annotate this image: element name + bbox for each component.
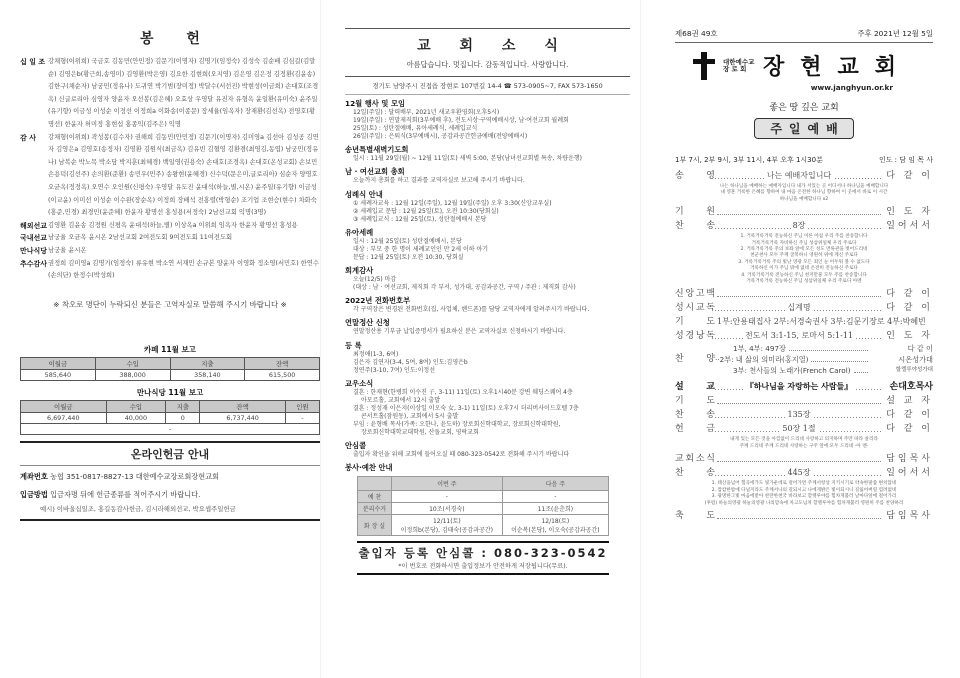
news-line: 12일(주일) : 달력배부, 2021년 새교우환영회(오후5시) (353, 109, 500, 116)
anthem-performer: 시온성가대 (898, 355, 933, 365)
leader-dots (715, 466, 883, 480)
column-header: 이월금 (21, 357, 96, 369)
offering-group-label: 국내선교 (20, 234, 48, 243)
offering-notice: ※ 착오로 명단이 누락되신 분들은 고역자실로 말씀해 주시기 바랍니다 ※ (53, 299, 287, 309)
order-item-name (675, 301, 715, 315)
order-item-char: 찬 (675, 468, 684, 479)
worship-title-badge: 주일예배 (754, 118, 854, 139)
church-website[interactable]: www.janghyun.or.kr (810, 83, 893, 92)
order-item-char: 송 (675, 171, 684, 181)
order-item-name (675, 169, 715, 183)
leader-dots (854, 365, 868, 373)
order-item-name (675, 315, 715, 329)
column-header: 다음 주 (502, 477, 608, 491)
column-header: 잔액 (200, 400, 286, 412)
news-heading: 등 록 (345, 340, 362, 350)
worship-leader: 인도 : 담 임 목 사 (878, 156, 933, 164)
offering-group (20, 56, 320, 132)
offering-group (20, 232, 320, 245)
order-of-worship (675, 169, 933, 523)
order-item-char: 교 (675, 454, 684, 465)
order-item-name (675, 509, 715, 523)
order-item-name (675, 422, 715, 436)
table-cell: 11조(윤춘희) (502, 503, 608, 515)
table-row (21, 369, 320, 380)
news-line: 최정애(1-3, 6여) (353, 350, 399, 358)
church-address: 경기도 남양주시 진접읍 장현로 107번길 14-4 ☎ 573-0905~7, FAX 573-1650 (345, 76, 630, 95)
anthem-row (675, 365, 933, 376)
hymn-lyrics: 1. 거룩거룩거룩 전능하신 주님 이른 아침 우리 주를 찬송합니다 거룩거룩거룩 자비하신 주님 성삼위일체 우리 주로다 2. 거룩거룩거룩 주의 보좌 앞에 모든 성도 면류관을 벗어드리네 천군천사 모두 주께 굴복하니 영원히 위에 계신 주로다 3. 거룩거룩거룩 주의 빛난 영광 모든 죄인 눈 어두워 볼 수 없도다 거룩하신 이가 주님 밖에 없네 온전히 전능하신 주로다 4. 거룩거룩거룩 전능하신 주님 천지만물 모두 주를 찬송합니다 거룩거룩거룩 전능하신 주님 성삼위일체 우리 주로다 아멘 (738, 234, 870, 285)
order-item-char: 경 (685, 331, 695, 342)
column-header: 수입 (106, 400, 166, 412)
offering-panel (20, 28, 320, 521)
denomination: 대한예수교 장 로 회 (723, 57, 755, 73)
news-line: 출입자 확인을 위해 교회에 들어오실 때 080-323-0542로 전화해 주시기 바랍니다 (353, 451, 570, 459)
table-row (358, 515, 609, 536)
table-cell: 12/18(토) 이순복(본당), 이오숙(공감과공간) (502, 515, 608, 536)
order-item-char: 찬 (675, 354, 684, 365)
safe-call-box (357, 541, 609, 575)
offering-group-label: 만나식당 (20, 246, 48, 255)
worship-order-item (675, 287, 933, 301)
order-item-char: 앙 (685, 289, 695, 300)
leader-dots (715, 219, 883, 233)
table-cell: - (392, 491, 503, 503)
leader-dots (717, 287, 881, 297)
order-item-char: 기 (675, 396, 684, 407)
anthem-row (675, 354, 933, 365)
deposit-method (20, 490, 320, 500)
method-value: 입금자명 뒤에 헌금종류를 적어주시기 바랍니다. (50, 489, 201, 499)
leader-dots (715, 315, 928, 329)
order-item-char: 성 (675, 303, 684, 314)
news-line: 19일(주일) : 연말제직회(3부예배 후), 전도시상·구역예배시상, 남·여선교회 월례회 (353, 117, 569, 125)
table-cell: 585,640 (21, 369, 96, 380)
order-item-char: 금 (706, 424, 715, 435)
news-heading: 2022년 전화번호부 (345, 296, 411, 306)
table-footer-cell: - (21, 423, 320, 434)
manna-report-title: 만나식당 11월 보고 (136, 387, 204, 397)
news-heading: 12월 행사 및 모임 (345, 99, 406, 108)
offering-group-names: 남궁율 윤시온 (48, 246, 87, 254)
order-item-detail: 445장 (787, 468, 811, 478)
news-line: 장로회신학대학교대학원, 산돌교회, 영락교회 (361, 429, 479, 437)
church-motto: 좋은 땅 깊은 교회 (769, 103, 839, 113)
order-item-detail: 나는 예배자입니다 (766, 171, 832, 180)
news-line: 연말정산용 기부금 납입증명서가 필요하신 분은 교역자실로 신청하시기 바랍니다. (353, 328, 566, 336)
order-item-leader: 담임목사 (886, 510, 933, 521)
order-item-name (675, 205, 715, 219)
bulletin-date: 주후 2021년 12월 5일 (857, 29, 933, 38)
leader-dots (717, 394, 881, 404)
table-cell: 분리수거 (358, 503, 392, 515)
order-item-leader: 다 같 이 (886, 171, 933, 181)
church-logo (693, 50, 933, 81)
safe-call-number: 출입자 등록 안심콜 : 080-323-0542 (358, 546, 608, 561)
news-line: 26일(주일) : 은퇴식(3부예배시), 공감과공간헌금예배(전양예배시) (353, 133, 528, 141)
offering-group (20, 258, 320, 283)
table-row (358, 503, 609, 515)
order-item-leader: 인 도 자 (886, 207, 933, 218)
offering-group (20, 132, 320, 220)
leader-dots (717, 205, 881, 215)
order-item-leader: 다 같 이 (886, 410, 933, 421)
offering-group-label: 추수감사 (20, 259, 48, 268)
order-item-char: 영 (706, 171, 715, 181)
cross-icon (693, 52, 715, 80)
service-times (675, 155, 933, 165)
news-line: 25일(토) : 성탄절예배, 유아세례식, 세례입교식 (353, 125, 478, 133)
worship-order-item (675, 301, 933, 315)
order-item-leader: 일어서서 (886, 221, 933, 232)
table-row (358, 491, 609, 503)
deposit-example: 예시) 이바울십일조, 홍길동감사헌금, 김시라해외선교, 박요셉주일헌금 (40, 504, 236, 513)
order-item-char: 교 (695, 303, 705, 314)
leader-dots (717, 509, 881, 519)
news-heading: 성례식 안내 (345, 189, 383, 199)
hymn-lyrics: 나는 하나님을 예배하는 예배자입니다 내가 서있는 곳 어디서나 하나님을 예배합니다 내 영혼 거룩한 은혜를 향하여 내 마음 온전한 하나님 향하여 이 곳에서 바로 이 시간 하나님을 예배합니다 x2 (719, 184, 889, 202)
order-item-char: 헌 (675, 424, 684, 435)
order-item-char: 소 (695, 454, 705, 465)
order-item-char: 찬 (675, 221, 684, 232)
news-line: 아모르홀, 교회에서 12시 출발 (361, 396, 441, 404)
safe-call-note: *이 번호로 전화하시면 출입정보가 안전하게 저장됩니다(무료). (398, 563, 568, 571)
leader-dots (715, 301, 883, 315)
order-item-char: 기 (675, 317, 684, 328)
news-line: 오늘까지 총회를 하고 결과를 교역자실로 보고해 주시기 바랍니다. (353, 177, 525, 185)
order-item-detail: 8장 (792, 221, 806, 231)
order-item-detail: 전도서 3:1-15, 로마서 5:1-11 (744, 331, 854, 341)
leader-dots (715, 169, 883, 183)
order-item-name (675, 408, 715, 422)
order-item-name (675, 466, 715, 480)
order-item-char: 시 (685, 303, 695, 314)
table-cell: 10조(서경숙) (392, 503, 503, 515)
news-heading: 유아세례 (345, 227, 374, 237)
order-item-leader: 인 도 자 (886, 331, 933, 342)
news-slogan: 아름답습니다. 멋집니다. 감동적입니다. 사랑합니다. (406, 60, 569, 69)
table-cell: - (285, 412, 319, 423)
order-item-char: 도 (706, 317, 715, 328)
order-item-char: 백 (706, 289, 715, 300)
account-value: 농협 351-0817-8827-13 대한예수교장로회장현교회 (50, 471, 220, 481)
order-item-char: 송 (706, 468, 715, 479)
online-giving-title: 온라인헌금 안내 (20, 443, 320, 466)
order-item-detail: 1부:안용태집사 2부:서경숙권사 3부:김문기장로 4부:박혜빈 (717, 317, 926, 327)
page-fold-1 (320, 0, 321, 678)
order-item-char: 찬 (675, 410, 684, 421)
offering-title: 봉 헌 (140, 31, 214, 47)
leader-dots (715, 408, 883, 422)
offering-group-names: 권정희 김미영a 김명기(임정숙) 류유현 박소연 서재민 손규본 양윤자 이영화 정소영(서민호) 한연수(손의단) 한정수(박성희) (48, 259, 319, 280)
order-item-char: 설 (675, 382, 684, 393)
news-line: 각 구역장은 변경된 전화번호(집, 사업체, 핸드폰)를 담당 교역자에게 알려주시기 바랍니다. (353, 306, 590, 314)
anthem-detail: ··2부: 내 삶의 의미라(홍지열) (715, 355, 809, 365)
table-cell: - (502, 491, 608, 503)
worship-order-item (675, 205, 933, 219)
bulletin-header (675, 28, 933, 43)
order-item-leader: 다 같 이 (886, 289, 933, 300)
order-item-char: 고 (695, 289, 705, 300)
page-fold-2 (640, 0, 641, 678)
account-label: 계좌번호 (20, 471, 48, 481)
hymn-lyrics: 1. 태산을넘어 험곡에가도 빛가운데로 걸어가면 주께서항상 지키시기로 약속한말씀 변치않네 2. 캄캄한밤에 다닐지라도 주께서나의 길되시고 나에게밝은 빛이되시니 길잃어버릴 염려없네 3. 광명한그빛 마음에받아 찬란한천국 바라보고 할렐루야를 힘차게불러 날마다앞에 걸어가리 (후렴) 하늘의영광 하늘의영광 나의맘속에 차고도넘쳐 할렐루야를 힘차게불러 영원히 주를 찬양하리 (704, 481, 904, 506)
order-item-char: 도 (706, 396, 715, 407)
order-item-detail: 십계명 (787, 303, 811, 313)
service-table (357, 476, 609, 536)
offering-group (20, 220, 320, 233)
news-line: 부임 : 윤형배 목사(가족: 오한나, 윤도하) 장로회신학대학교, 장로회신학대학원, (353, 421, 561, 429)
order-item-char: 원 (706, 207, 715, 218)
table-cell: 화 장 실 (358, 515, 392, 536)
order-item-name (675, 452, 715, 466)
anthem-row (675, 343, 933, 354)
order-item-char: 독 (706, 331, 715, 342)
order-item-char: 도 (706, 510, 715, 521)
column-header: 인원 (285, 400, 319, 412)
table-cell: 6,737,440 (200, 412, 286, 423)
news-heading: 연말정산 신청 (345, 318, 390, 328)
anthem-detail: 1부, 4부: 497장 (733, 344, 786, 354)
table-cell: 12/11(토) 이정희b(본당), 김태숙(공감과공간) (392, 515, 503, 536)
column-header: 이월금 (21, 400, 107, 412)
order-item-name (675, 380, 715, 394)
order-item-leader: 손대호목사 (889, 382, 933, 393)
table-cell: 0 (166, 412, 200, 423)
order-item-char: 낭 (695, 331, 705, 342)
news-list (345, 99, 630, 473)
worship-order-item (675, 169, 933, 183)
order-item-name (675, 329, 715, 343)
order-item-detail: 『하나님을 자랑하는 사람들』 (745, 382, 853, 392)
worship-order-item (675, 315, 933, 329)
anthem-detail: 3부: 천사들의 노래가(French Carol) (733, 366, 851, 376)
offering-group-label: 해외선교 (20, 221, 48, 230)
news-line: 일시 : 11월 29일(월) ~ 12월 11일(토) 새벽 5:00, 본당(남녀선교회별 특송, 차량운행) (353, 155, 583, 163)
table-cell: 예 찬 (358, 491, 392, 503)
order-item-leader: 다 같 이 (886, 303, 933, 314)
offering-group-names: 남궁율 오균옥 윤시온 2남선교회 2여전도회 9여전도회 11여전도회 (48, 234, 233, 242)
worship-order-item (675, 509, 933, 523)
order-item-char: 기 (675, 207, 684, 218)
table-row (21, 412, 320, 423)
order-item-name (675, 287, 715, 301)
leader-dots (715, 329, 883, 343)
offering-group-label: 감 사 (20, 133, 36, 142)
worship-order-item (675, 329, 933, 343)
news-heading: 송년특별새벽기도회 (345, 145, 409, 155)
news-line: 오늘(12/5) 마감 (353, 276, 397, 284)
news-heading: 회계감사 (345, 266, 374, 276)
table-cell: 388,000 (95, 369, 170, 380)
table-cell: 6,697,440 (21, 412, 107, 423)
order-item-char: 송 (706, 410, 715, 421)
order-item-leader (928, 315, 933, 329)
anthem-performer: 다 같 이 (907, 344, 933, 354)
worship-order-item (675, 466, 933, 480)
order-item-char: 식 (706, 454, 715, 465)
order-item-char: 양 (706, 354, 715, 365)
worship-order-item (675, 380, 933, 394)
order-item-char: 교 (706, 382, 715, 393)
worship-order-item (675, 452, 933, 466)
offering-group-names: 강채형(이위희) 곽성봉(김수자) 권해희 김동민(안민정) 김문기(이명자) 김미영a 김선아 김성공 김연자 김영은a 김영호(송정자) 김영환 김원식(최금옥) 김유빈 김혈영 김환겸(최영김,동엽) 남궁민(정유나) 남복순 박노목 박소담 박지훈(최혜경) 백일영(권용숙) 손대호(조경옥) 손대호(온성교회) 손보민 손용덕(김선주) 손의환(준환) 송민우(민주) 송왕현(윤혜경) 신수덕(문은미,글로리아) 심순자 양영호 오균옥(정정옥) 오연수 오인원(신평숙) 우영달 유도진 윤대석(하늘,별,시온) 윤주일(유기향) 이금성(이교윤) 이미선 이성순 이수완(장순옥) 이정희 장배석 전홍렬(박형순) 조기업 조현승(현수) 차화숙(홍준,민경) 최경민(윤준혜) 한윤자 황명선 홍성용(서정숙) 2남선교회 익명(3명) (48, 133, 319, 217)
order-item-leader: 설 교 자 (886, 396, 933, 407)
order-item-detail: 50장 1절 (782, 424, 816, 434)
news-line: 콘서트홀(잠원동), 교회에서 5시 출발 (361, 413, 459, 421)
column-header (358, 477, 392, 491)
news-line: 문답 : 12월 25일(토) 오전 10:30, 당회실 (353, 254, 464, 262)
manna-report-table (20, 400, 320, 435)
cafe-report-table (20, 357, 320, 381)
order-item-char: 신 (675, 289, 684, 300)
order-item-char: 송 (706, 221, 715, 232)
anthem-performer: 할렐루야성가대 (895, 367, 933, 374)
order-item-char: 축 (675, 510, 684, 521)
top-rule (345, 28, 630, 29)
news-line: (대상 : 남 · 여선교회, 제직회 각 부서, 성가대, 공감과공간, 구역 / 주관 : 제직회 감사) (353, 284, 576, 292)
table-footer-row (21, 423, 320, 434)
bulletin-cover-panel (675, 28, 933, 523)
column-header: 수입 (95, 357, 170, 369)
worship-order-item (675, 422, 933, 436)
worship-order-item (675, 408, 933, 422)
offering-group (20, 245, 320, 258)
column-header: 이번 주 (392, 477, 503, 491)
table-cell: 358,140 (170, 369, 245, 380)
news-line: 대상 : 부모 중 한 명이 세례교인인 만 2세 이하 아기 (353, 245, 489, 253)
news-line: ② 세례입교 문답 : 12월 25일(토), 오전 10:30(당회실) (353, 207, 499, 215)
church-name: 장현교회 (763, 54, 913, 80)
order-item-name (675, 354, 715, 365)
leader-dots (715, 380, 883, 394)
church-news-panel (345, 28, 630, 575)
news-heading: 봉사·예찬 안내 (345, 463, 393, 473)
order-item-leader: 담임목사 (886, 454, 933, 465)
news-line: ③ 세례입교식 : 12월 25일(토), 성탄절예배시 본당 (353, 215, 487, 223)
column-header: 지출 (170, 357, 245, 369)
order-item-leader: 일어서서 (886, 468, 933, 479)
method-label: 입금방법 (20, 489, 48, 499)
news-heading: 안심콜 (345, 441, 367, 451)
news-line: 결혼 : 정성재 이은지(이상일 이오숙 女, 3-1) 11일(토) 오후7시 더리버사이드호텔 7층 (353, 404, 579, 412)
column-header: 잔액 (245, 357, 320, 369)
offering-list (20, 56, 320, 283)
news-line: 일시 : 12월 25일(토) 성탄절예배시, 본당 (353, 237, 462, 245)
worship-order-item (675, 394, 933, 408)
order-item-char: 성 (675, 331, 684, 342)
news-title: 교 회 소 식 (417, 38, 570, 54)
column-header: 지출 (166, 400, 200, 412)
order-item-detail: 135장 (787, 410, 811, 420)
leader-dots (715, 422, 883, 436)
online-giving-box (20, 441, 320, 521)
offering-group-names: 김영환 김윤송 김정원 신평옥 윤대석(하늘,별) 이상옥a 이위희 임옥자 한윤자 황명선 홍성용 (48, 221, 298, 229)
table-cell: 615,500 (245, 369, 320, 380)
order-item-name (675, 394, 715, 408)
cafe-report-title: 카페 11월 보고 (144, 344, 196, 354)
order-item-char: 회 (685, 454, 695, 465)
news-line: 결혼 : 한재현(한병희 이수진 子, 3-11) 11일(토) 오후1시40분 강변 웨딩스퀘어 4층 (353, 388, 573, 396)
news-heading: 남 · 여선교회 총회 (345, 167, 405, 177)
account-info (20, 472, 320, 482)
news-line: 김은자 김연자(3-4, 5여, 8여) 인도:김영은b (353, 358, 468, 366)
order-item-name (675, 219, 715, 233)
news-line: ① 세례자교육 : 12월 12일(주일), 12월 19일(주일) 오후 3:30(신앙교우실) (353, 199, 552, 207)
service-times-text: 1부 7시, 2부 9시, 3부 11시, 4부 오후 1시30분 (675, 156, 823, 164)
volume-number: 제68권 49호 (675, 29, 718, 38)
offering-group-label: 십 일 조 (20, 58, 46, 66)
leader-dots (789, 343, 868, 351)
leader-dots (811, 354, 868, 362)
news-line: 정연주(3-10, 7여) 인도:이정선 (353, 366, 436, 374)
order-item-leader: 다 같 이 (886, 424, 933, 435)
leader-dots (717, 452, 881, 462)
hymn-lyrics: 내게 있는 모든 것을 아낌없이 드리네 사랑하고 의지하며 주만 따라 살리라 주께 드리네 주께 드리네 사랑하는 구주 앞에 모두 드리네 -아 멘- (730, 437, 878, 449)
offering-group-names: 강채형(이위희) 국금호 김동민(안민정) 김문기(이명자) 김명기(임정숙) 김성숙 김순배 김심길(김말순) 김영은b(황근희,송영미) 김영환(박은영) 김요한 김현희(오지영) 김은영 김은정 김정환(김윤송) 김한구(채순자) 남궁민(정유나) 도귀연 박기범(장미정) 박달수(서선진) 박현성(이금희) 손대호(조경옥) 신글로리아 심영자 양윤자 오선봉(김은혜) 오효상 우영달 유진자 유형옥 윤일환(유미숙) 윤주일(유기향) 이금성 이성순 이정선 이정희a 이화송(이종문) 장세율(임옥자) 장재환(김선옥) 전영호(황명선) 한윤자 허미정 홍현섭 홍종익(김주은) 익명 (48, 58, 319, 128)
order-item-char: 독 (706, 303, 715, 314)
worship-order-item (675, 219, 933, 233)
table-cell: 40,000 (106, 412, 166, 423)
news-heading: 교우소식 (345, 378, 374, 388)
